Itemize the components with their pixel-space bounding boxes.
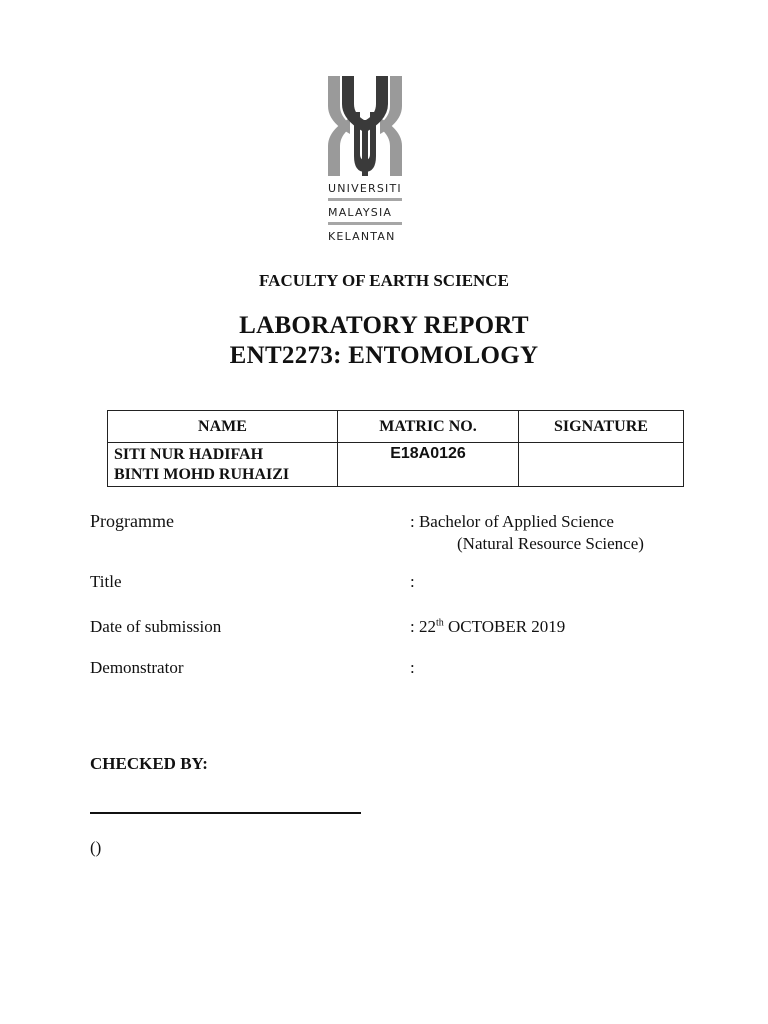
umk-logo-mark-icon <box>324 76 406 176</box>
date-suffix: OCTOBER 2019 <box>443 617 566 636</box>
signature-line <box>90 812 361 814</box>
programme-value: : Bachelor of Applied Science <box>410 512 614 531</box>
date-value <box>410 617 565 637</box>
title-label: Title <box>90 572 122 591</box>
logo-text-line3: KELANTAN <box>328 230 396 243</box>
date-label: Date of submission <box>90 617 222 636</box>
logo-divider <box>328 198 402 201</box>
programme-label: Programme <box>90 511 174 531</box>
table-header-row <box>108 411 684 443</box>
checker-name: () <box>90 838 102 857</box>
matric-header: MATRIC NO. <box>338 411 519 443</box>
student-name-line1: SITI NUR HADIFAH <box>114 446 264 463</box>
name-header: NAME <box>108 411 338 443</box>
report-title: LABORATORY REPORT <box>239 312 529 339</box>
university-logo <box>318 70 412 250</box>
student-name-line2: BINTI MOHD RUHAIZI <box>114 466 290 483</box>
demonstrator-value: : <box>410 658 415 677</box>
faculty-heading: FACULTY OF EARTH SCIENCE <box>259 271 509 290</box>
student-name-cell <box>108 443 338 487</box>
title-value: : <box>410 572 415 591</box>
checked-by-label: CHECKED BY: <box>90 754 208 773</box>
student-info-table <box>107 410 684 487</box>
matric-number-cell: E18A0126 <box>338 443 519 487</box>
programme-value-line2: (Natural Resource Science) <box>457 534 644 553</box>
logo-text-line1: UNIVERSITI <box>328 182 402 195</box>
signature-cell <box>519 443 684 487</box>
date-superscript: th <box>435 617 444 629</box>
logo-divider <box>328 222 402 225</box>
course-title: ENT2273: ENTOMOLOGY <box>229 342 539 369</box>
signature-header: SIGNATURE <box>519 411 684 443</box>
date-prefix: : 22 <box>410 617 436 636</box>
demonstrator-label: Demonstrator <box>90 658 184 677</box>
logo-text-line2: MALAYSIA <box>328 206 393 219</box>
table-row <box>108 443 684 487</box>
